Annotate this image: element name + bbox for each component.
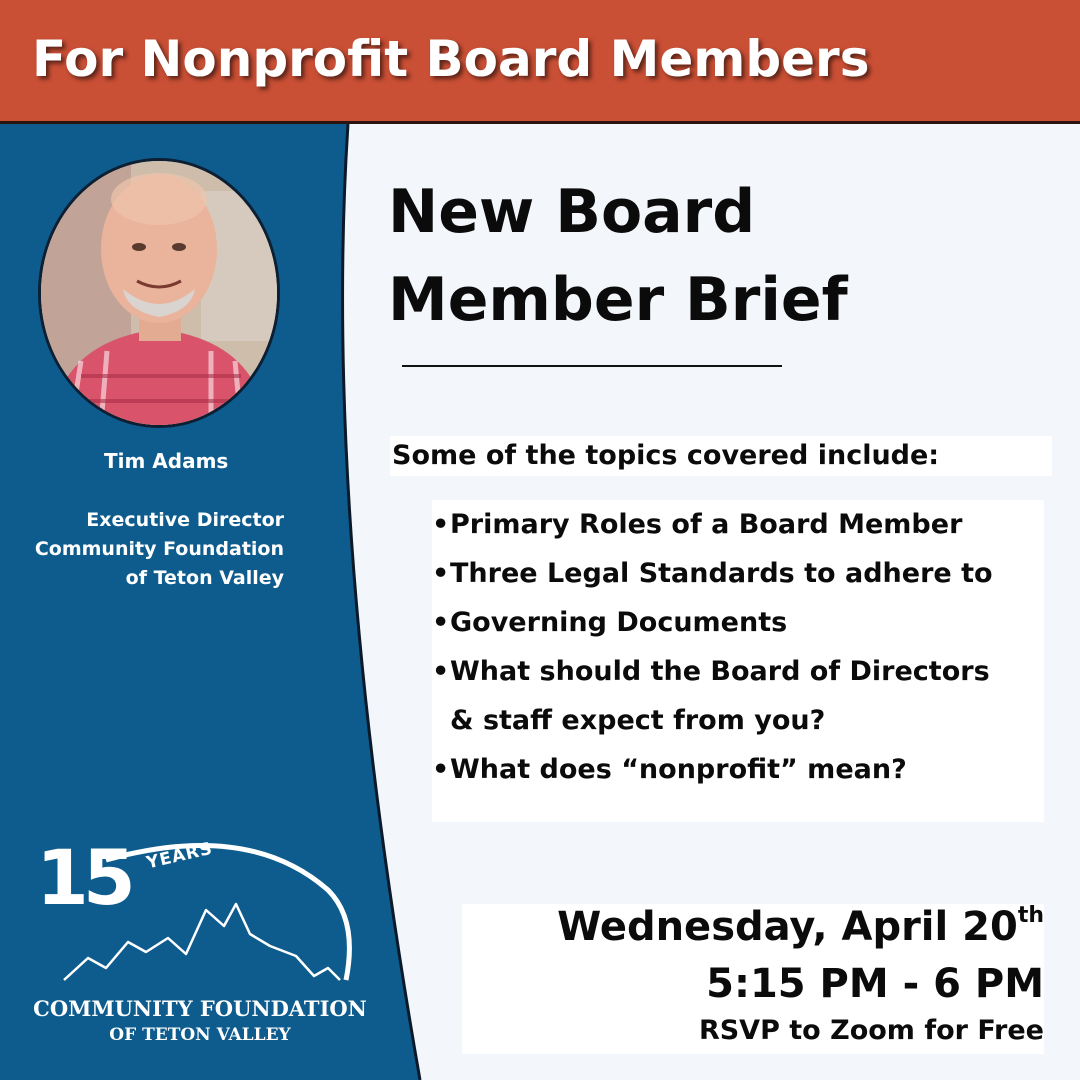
topic-text: & staff expect from you?	[450, 705, 826, 736]
topic-text: Governing Documents	[450, 607, 788, 638]
headline-divider	[402, 365, 782, 367]
topic-item	[432, 745, 993, 794]
banner-title: For Nonprofit Board Members	[32, 30, 870, 88]
speaker-title-line: Community Foundation	[34, 538, 284, 560]
topic-text: Three Legal Standards to adhere to	[450, 558, 993, 589]
bullet-icon: •	[432, 509, 450, 540]
speaker-title	[35, 506, 284, 593]
headline-line1: New Board	[388, 177, 756, 247]
bullet-icon: •	[432, 656, 450, 687]
topic-item	[432, 500, 993, 549]
speaker-title-line: Executive Director	[86, 509, 284, 531]
headline-line2: Member Brief	[388, 265, 848, 335]
topic-item	[432, 549, 993, 598]
bullet-icon: •	[432, 558, 450, 589]
logo-number: 15	[36, 833, 130, 922]
event-rsvp: RSVP to Zoom for Free	[698, 1015, 1044, 1046]
topic-item	[432, 647, 993, 696]
topic-text: Primary Roles of a Board Member	[450, 509, 963, 540]
foundation-logo	[28, 830, 368, 1060]
event-headline	[388, 168, 848, 344]
topic-text: What should the Board of Directors	[450, 656, 990, 687]
topics-list	[432, 500, 993, 794]
event-date-text: Wednesday, April 20	[557, 904, 1018, 950]
event-date-suffix: th	[1017, 903, 1044, 928]
bullet-icon: •	[432, 607, 450, 638]
logo-name-line1: COMMUNITY FOUNDATION	[33, 996, 367, 1021]
speaker-name: Tim Adams	[104, 449, 229, 473]
speaker-title-line: of Teton Valley	[125, 567, 284, 589]
banner-divider	[0, 121, 1080, 124]
topic-text: What does “nonprofit” mean?	[450, 754, 907, 785]
event-date	[557, 900, 1044, 954]
topics-intro: Some of the topics covered include:	[390, 436, 1052, 476]
bullet-icon: •	[432, 754, 450, 785]
logo-years: YEARS	[144, 838, 215, 874]
topic-item	[432, 598, 993, 647]
topic-item-continuation	[432, 696, 993, 745]
event-time: 5:15 PM - 6 PM	[706, 961, 1044, 1007]
logo-name-line2: OF TETON VALLEY	[109, 1025, 291, 1045]
speaker-photo	[38, 158, 280, 428]
